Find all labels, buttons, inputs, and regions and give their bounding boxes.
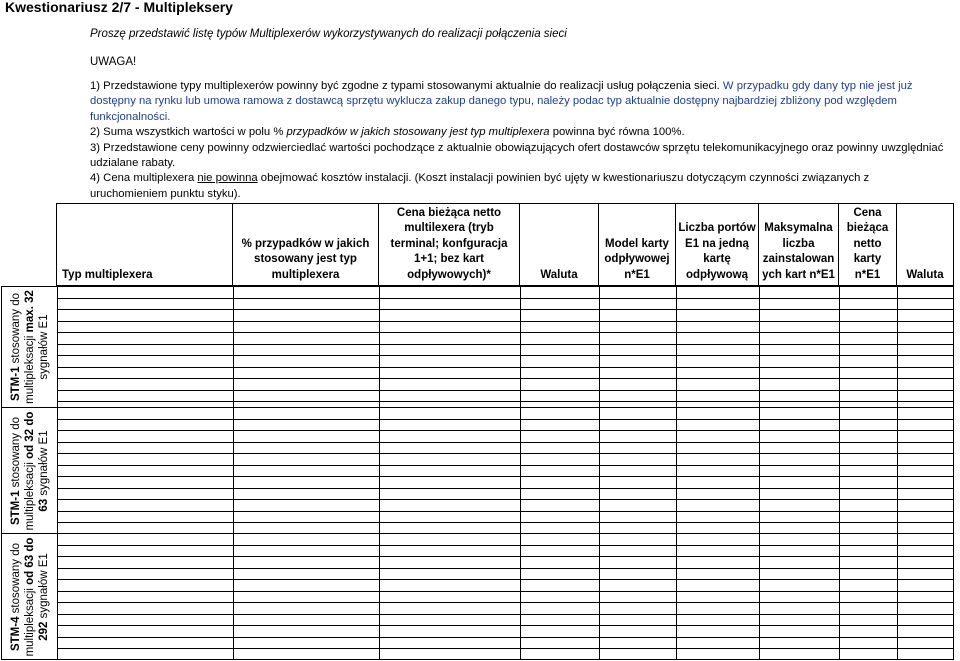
data-grid xyxy=(1,286,954,660)
header-procent-przypadkow xyxy=(233,204,379,285)
header-text: netto xyxy=(853,237,882,250)
column-separator xyxy=(599,287,600,659)
input-row[interactable] xyxy=(58,615,953,627)
column-separator xyxy=(676,287,677,659)
input-row[interactable] xyxy=(58,287,953,299)
input-row[interactable] xyxy=(58,356,953,368)
input-row[interactable] xyxy=(58,408,953,420)
group-label-text: stosowany do xyxy=(9,293,22,367)
column-separator xyxy=(839,287,840,659)
input-row[interactable] xyxy=(58,345,953,357)
header-text: liczba xyxy=(782,237,815,250)
note-4-part-a: 4) Cena multiplexera xyxy=(90,172,198,185)
header-waluta-1 xyxy=(520,204,599,285)
group-label-bold: 63 xyxy=(37,498,50,512)
header-text: kartę xyxy=(703,253,731,265)
header-text: Liczba portów xyxy=(678,222,756,234)
header-model-karty xyxy=(599,204,676,285)
group-label xyxy=(2,408,58,533)
header-text: odpływowej xyxy=(604,253,670,265)
group-label-bold: od 32 do xyxy=(23,411,36,459)
group-label-text: sygnałów E1 xyxy=(37,552,50,622)
group-label-bold: STM-4 xyxy=(9,616,22,651)
input-row[interactable] xyxy=(58,626,953,638)
input-row[interactable] xyxy=(58,431,953,443)
group-label-text: multipleksacji xyxy=(23,458,36,530)
header-text: Cena xyxy=(853,206,882,219)
header-liczba-portow xyxy=(676,204,759,285)
group-label-bold: max. 32 xyxy=(23,290,36,333)
input-row[interactable] xyxy=(58,454,953,466)
group-label-text: stosowany do xyxy=(9,542,22,617)
group-label-bold: STM-1 xyxy=(9,490,22,525)
input-row[interactable] xyxy=(58,592,953,604)
input-row[interactable] xyxy=(58,534,953,546)
note-4-part-c: obejmować kosztów instalacji. (Koszt instalacji powinien być ujęty w kwestionariuszu dotyczącym czynności związanych z uruchomieniem punktu styku). xyxy=(90,172,870,200)
input-row[interactable] xyxy=(58,310,953,322)
group-label-bold: 292 xyxy=(37,621,50,641)
note-1 xyxy=(90,79,948,125)
column-separator xyxy=(897,287,898,659)
header-text: n*E1 xyxy=(854,268,881,281)
header-text: Cena bieżąca netto xyxy=(396,206,502,219)
header-text: zainstalowan xyxy=(762,253,835,265)
header-text: % przypadków w jakich xyxy=(241,237,370,250)
input-row[interactable] xyxy=(58,333,953,345)
input-row[interactable] xyxy=(58,546,953,558)
subtitle: Proszę przedstawić listę typów Multiplexerów wykorzystywanych do realizacji połączenia sieci xyxy=(90,28,567,40)
input-row[interactable] xyxy=(58,368,953,380)
column-separator xyxy=(233,287,234,659)
header-text: Model karty xyxy=(605,237,669,250)
column-separator xyxy=(520,287,521,659)
column-separator xyxy=(759,287,760,659)
input-row[interactable] xyxy=(58,489,953,501)
note-4-underlined: nie powinna xyxy=(197,172,258,185)
note-1-part-b: W przypadku gdy dany typ nie jest już dostępny na rynku lub umowa ramowa z dostawcą sprzętu wyklucza zakup danego typu, należy podac typ aktualnie dostępny najbardziej zbliżony pod względem funkcjonalności. xyxy=(90,80,913,123)
header-text: 1+1; bez kart xyxy=(413,253,484,265)
header-text: karty xyxy=(853,253,882,265)
group-label xyxy=(2,287,58,407)
header-maksymalna-liczba xyxy=(759,204,839,285)
header-text: n*E1 xyxy=(624,268,650,281)
input-row[interactable] xyxy=(58,420,953,432)
note-4 xyxy=(90,171,948,202)
input-row[interactable] xyxy=(58,466,953,478)
header-typ-multiplexera xyxy=(57,204,233,285)
note-2-part-c: powinna być równa 100%. xyxy=(549,126,685,139)
header-text: multiplexera xyxy=(271,268,340,281)
notes-block xyxy=(90,79,948,202)
input-row[interactable] xyxy=(58,580,953,592)
header-text: odpływowych)* xyxy=(407,268,491,281)
input-row[interactable] xyxy=(58,512,953,524)
note-1-part-a: 1) Przedstawione typy multiplexerów powinny być zgodne z typami stosowanymi aktualnie do realizacji usług połączenia sieci. xyxy=(90,80,720,92)
input-row[interactable] xyxy=(58,299,953,311)
header-text: E1 na jedną xyxy=(685,237,749,250)
header-waluta-2 xyxy=(897,204,953,285)
input-row[interactable] xyxy=(58,391,953,403)
header-text: odpływową xyxy=(686,268,748,281)
input-row[interactable] xyxy=(58,477,953,489)
input-row[interactable] xyxy=(58,322,953,334)
header-text: Waluta xyxy=(540,268,578,281)
group-label-bold: STM-1 xyxy=(9,366,22,402)
header-text: multilexera (tryb xyxy=(404,222,494,234)
note-3: 3) Przedstawione ceny powinny odzwierciedlać wartości pochodzące z aktualnie obowiązujących ofert dostawców sprzętu telekomunikacyjnego oraz powinny uwzględniać udzialane rabaty. xyxy=(90,141,944,170)
note-2-part-a: 2) Suma wszystkich wartości w polu % xyxy=(90,126,287,139)
note-2 xyxy=(90,125,948,140)
group-label xyxy=(2,534,58,659)
group-label-text: sygnałów E1 xyxy=(37,314,50,380)
input-row[interactable] xyxy=(58,603,953,615)
group-label-text: multipleksacji xyxy=(23,584,36,656)
note-2-part-b: przypadków w jakich stosowany jest typ multiplexera xyxy=(286,126,550,139)
warning-label: UWAGA! xyxy=(90,56,137,68)
group-label-text: sygnałów E1 xyxy=(37,429,50,499)
input-row[interactable] xyxy=(58,638,953,650)
header-text: Waluta xyxy=(906,268,944,281)
input-row[interactable] xyxy=(58,379,953,391)
header-cena-multiplexera xyxy=(379,204,520,285)
group-label-bold: od 63 do xyxy=(23,537,36,585)
group-label-text: multipleksacji xyxy=(23,332,36,404)
column-separator xyxy=(379,287,380,659)
header-text: Typ multiplexera xyxy=(62,268,153,281)
header-cena-karty xyxy=(839,204,897,285)
header-text: terminal; konfguracja xyxy=(390,237,508,250)
header-text: stosowany jest typ xyxy=(254,253,357,265)
group-label-text: stosowany do xyxy=(9,416,22,491)
input-row[interactable] xyxy=(58,569,953,581)
table-header xyxy=(56,203,954,286)
header-text: Maksymalna xyxy=(764,222,833,234)
input-row[interactable] xyxy=(58,443,953,455)
header-text: bieżąca xyxy=(846,222,889,234)
header-text: ych kart n*E1 xyxy=(762,268,835,281)
input-row[interactable] xyxy=(58,557,953,569)
page-title: Kwestionariusz 2/7 - Multipleksery xyxy=(5,0,233,15)
input-row[interactable] xyxy=(58,500,953,512)
